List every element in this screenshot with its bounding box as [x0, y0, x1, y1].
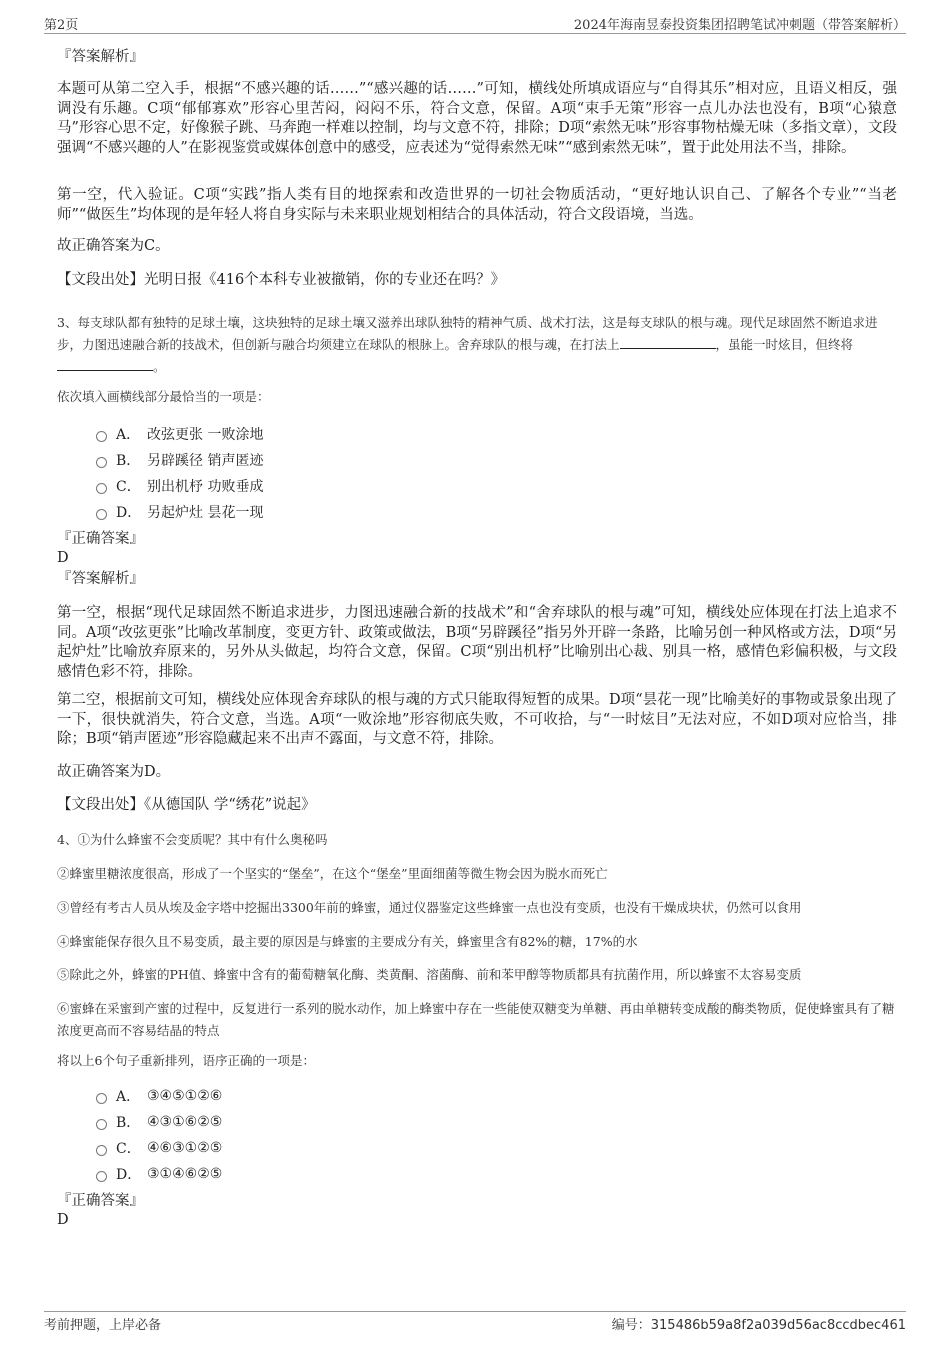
- q3-answer: D: [57, 550, 69, 566]
- radio-icon[interactable]: [96, 1093, 107, 1104]
- q3-stem: [57, 312, 900, 378]
- radio-icon[interactable]: [96, 509, 107, 520]
- q4-sentence-1: 4、①为什么蜂蜜不会变质呢？其中有什么奥秘吗: [57, 832, 328, 847]
- radio-icon[interactable]: [96, 431, 107, 442]
- q2-analysis-paragraph-2: 第一空，代入验证。C项“实践”指人类有目的地探索和改造世界的一切社会物质活动，“更好地认识自己、了解各个专业”“当老师”“做医生”均体现的是年轻人将自身实际与未来职业规划相结合的具体活动，符合文段语境，当选。: [57, 187, 897, 223]
- q4-sentence-2: ②蜂蜜里糖浓度很高，形成了一个坚实的“堡垒”，在这个“堡垒”里面细菌等微生物会因为脱水而死亡: [57, 866, 608, 881]
- document-code: [612, 1314, 906, 1333]
- radio-icon[interactable]: [96, 457, 107, 468]
- q3-analysis-paragraph-2: 第二空，根据前文可知，横线处应体现舍弃球队的根与魂的方式只能取得短暂的成果。D项“昙花一现”比喻美好的事物或景象出现了一下，很快就消失，符合文意，当选。A项“一败涂地”形容彻底失败，不可收拾，与“一时炫目”无法对应，不如D项对应恰当，排除；B项“销声匿迹”形容隐藏起来不出声不露面，与文意不符，排除。: [57, 692, 897, 747]
- q4-answer: D: [57, 1212, 69, 1228]
- radio-icon[interactable]: [96, 1171, 107, 1182]
- q3-blank-1: [620, 335, 716, 349]
- q3-analysis-paragraph-1: 第一空，根据“现代足球固然不断追求进步，力图迅速融合新的技战术”和“舍弃球队的根与魂”可知，横线处应体现在打法上追求不同。A项“改弦更张”比喻改革制度，变更方针、政策或做法，B项“另辟蹊径”指另外开辟一条路，比喻另创一种风格或方法，D项“另起炉灶”比喻放弃原来的，另外从头做起，均符合文意，保留。C项“别出机杼”比喻别出心裁、别具一格，感情色彩偏积极，与文段感情色彩不符，排除。: [57, 605, 897, 680]
- q3-stem-part-2: ，虽能一时炫目，但终将: [715, 337, 854, 352]
- q3-instruction: 依次填入画横线部分最恰当的一项是：: [57, 389, 270, 404]
- q4-sentence-5: ⑤除此之外，蜂蜜的PH值、蜂蜜中含有的葡萄糖氧化酶、类黄酮、溶菌酶、前和苯甲醇等物质都具有抗菌作用，所以蜂蜜不太容易变质: [57, 967, 802, 982]
- q3-stem-end: 。: [153, 359, 166, 374]
- document-code-label: 编号：: [611, 1318, 651, 1333]
- q4-sentence-6: ⑥蜜蜂在采蜜到产蜜的过程中，反复进行一系列的脱水动作，加上蜂蜜中存在一些能使双糖变为单糖、再由单糖转变成酸的酶类物质，促使蜂蜜具有了糖浓度更高而不容易结晶的特点: [57, 1001, 895, 1038]
- radio-icon[interactable]: [96, 1145, 107, 1156]
- footer-divider: [44, 1311, 906, 1312]
- q3-answer-label: 『正确答案』: [57, 531, 144, 547]
- q3-blank-2: [57, 357, 153, 371]
- footer-slogan: 考前押题，上岸必备: [44, 1318, 162, 1333]
- q2-source: 【文段出处】光明日报《416个本科专业被撤销，你的专业还在吗？》: [57, 272, 506, 288]
- q4-option-a[interactable]: A． ③④⑤①②⑥: [96, 1086, 222, 1106]
- document-title: 2024年海南昱泰投资集团招聘笔试冲刺题（带答案解析）: [573, 18, 906, 33]
- q4-sentence-3: ③曾经有考古人员从埃及金字塔中挖掘出3300年前的蜂蜜，通过仪器鉴定这些蜂蜜一点也没有变质，也没有干燥成块状，仍然可以食用: [57, 900, 802, 915]
- radio-icon[interactable]: [96, 483, 107, 494]
- q3-option-d[interactable]: D． 另起炉灶 昙花一现: [96, 502, 263, 522]
- q3-source: 【文段出处】《从德国队 学“绣花”说起》: [57, 797, 316, 813]
- q3-option-c[interactable]: C． 别出机杼 功败垂成: [96, 476, 263, 496]
- q3-stem-part-1: 3、每支球队都有独特的足球土壤，这块独特的足球土壤又滋养出球队独特的精神气质、战术打法，这是每支球队的根与魂。现代足球固然不断追求进步，力图迅速融合新的技战术，但创新与融合均须建立在球队的根脉上。舍弃球队的根与魂，在打法上: [57, 315, 878, 352]
- q2-analysis-label: 『答案解析』: [57, 49, 144, 65]
- q3-analysis-label: 『答案解析』: [57, 571, 144, 587]
- q4-option-d[interactable]: D． ③①④⑥②⑤: [96, 1164, 222, 1184]
- q4-instruction: 将以上6个句子重新排列，语序正确的一项是：: [57, 1053, 315, 1068]
- page-number: 第2页: [44, 18, 79, 33]
- q4-sentence-4: ④蜂蜜能保存很久且不易变质，最主要的原因是与蜂蜜的主要成分有关，蜂蜜里含有82%的糖，17%的水: [57, 934, 638, 949]
- radio-icon[interactable]: [96, 1119, 107, 1130]
- q4-option-b[interactable]: B． ④③①⑥②⑤: [96, 1112, 222, 1132]
- q4-option-c[interactable]: C． ④⑥③①②⑤: [96, 1138, 222, 1158]
- q2-conclusion: 故正确答案为C。: [57, 238, 170, 254]
- header-divider: [44, 33, 906, 34]
- q4-answer-label: 『正确答案』: [57, 1193, 144, 1209]
- q3-conclusion: 故正确答案为D。: [57, 764, 171, 780]
- q3-option-a[interactable]: A． 改弦更张 一败涂地: [96, 424, 263, 444]
- q2-analysis-paragraph-1: 本题可从第二空入手，根据“不感兴趣的话……”“感兴趣的话……”可知，横线处所填成语应与“自得其乐”相对应，且语义相反，强调没有乐趣。C项“郁郁寡欢”形容心里苦闷，闷闷不乐，符合文意，保留。A项“束手无策”形容一点儿办法也没有，B项“心猿意马”形容心思不定，好像猴子跳、马奔跑一样难以控制，均与文意不符，排除；D项“索然无味”形容事物枯燥无味（多指文章），文段强调“不感兴趣的人”在影视鉴赏或媒体创意中的感受，应表述为“觉得索然无味”“感到索然无味”，置于此处用法不当，排除。: [57, 81, 897, 156]
- document-code-value: 315486b59a8f2a039d56ac8ccdbec461: [650, 1318, 906, 1333]
- q3-option-b[interactable]: B． 另辟蹊径 销声匿迹: [96, 450, 263, 470]
